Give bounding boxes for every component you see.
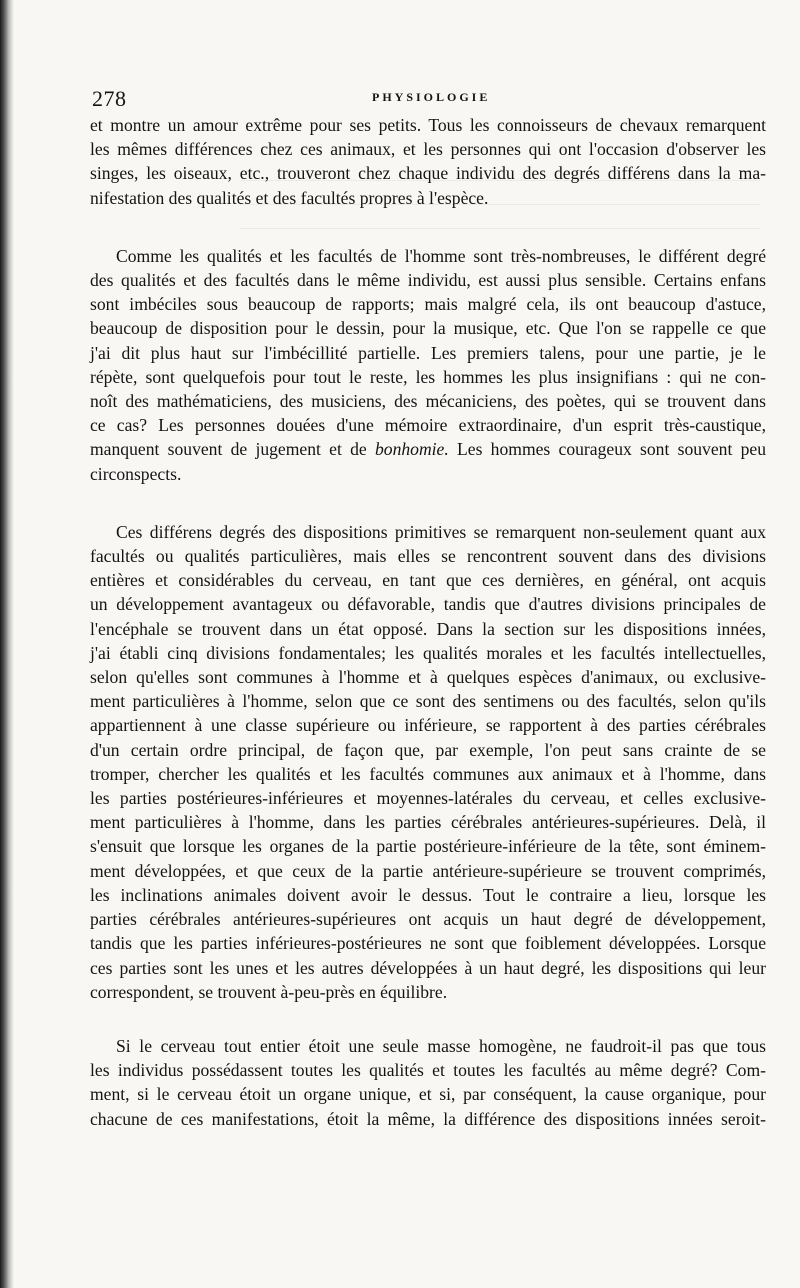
body-text <box>90 113 766 1131</box>
text-line: répète, sont quelquefois pour tout le reste, les hommes les plus insignifians : qui ne con- <box>90 366 766 387</box>
text-line: ment, si le cerveau étoit un organe unique, et si, par conséquent, la cause organique, pour <box>90 1084 766 1105</box>
text-line: appartiennent à une classe supérieure ou inférieure, se rapportent à des parties cérébrales <box>90 715 766 736</box>
page-header <box>92 86 772 112</box>
text-line: j'ai dit plus haut sur l'imbécillité partielle. Les premiers talens, pour une partie, je le <box>90 342 766 363</box>
text-line: d'un certain ordre principal, de façon que, par exemple, l'on peut sans crainte de se <box>90 739 766 760</box>
text-line: singes, les oiseaux, etc., trouveront chez chaque individu des degrés différens dans la ma- <box>90 163 766 184</box>
text-line: sont imbéciles sous beaucoup de rapports; mais malgré cela, ils ont beaucoup d'astuce, <box>90 294 766 315</box>
text-line: les inclinations animales doivent avoir le dessus. Tout le contraire a lieu, lorsque les <box>90 884 766 905</box>
page-number: 278 <box>92 86 127 111</box>
text-line: les individus possédassent toutes les qualités et toutes les facultés au même degré? Com- <box>90 1060 766 1081</box>
text-line: facultés ou qualités particulières, mais elles se rencontrent souvent dans des divisions <box>90 546 766 567</box>
text-line: selon qu'elles sont communes à l'homme et à quelques espèces d'animaux, ou exclusive- <box>90 667 766 688</box>
text-line: tromper, chercher les qualités et les facultés communes aux animaux et à l'homme, dans <box>90 763 766 784</box>
text-line: un développement avantageux ou défavorable, tandis que d'autres divisions principales de <box>90 594 766 615</box>
text-line: les parties postérieures-inférieures et moyennes-latérales du cerveau, et celles exclusive- <box>90 788 766 809</box>
text-line: les mêmes différences chez ces animaux, et les personnes qui ont l'occasion d'observer les <box>90 139 766 160</box>
text-line: l'encéphale se trouvent dans un état opposé. Dans la section sur les dispositions innées, <box>90 618 766 639</box>
text-line: s'ensuit que lorsque les organes de la partie postérieure-inférieure de la tête, sont éminem- <box>90 836 766 857</box>
paragraph-1 <box>90 113 766 210</box>
text-line: chacune de ces manifestations, étoit la même, la différence des dispositions innées seroit- <box>90 1108 766 1129</box>
text-line: Comme les qualités et les facultés de l'homme sont très-nombreuses, le différent degré <box>116 245 766 266</box>
text-line: tandis que les parties inférieures-postérieures ne sont que foiblement développées. Lorsque <box>90 933 766 954</box>
text-line: et montre un amour extrême pour ses petits. Tous les connoisseurs de chevaux remarquent <box>90 115 766 135</box>
italic-word: bonhomie. <box>374 439 449 460</box>
text-line: ment développées, et que ceux de la partie antérieure-supérieure se trouvent comprimés, <box>90 860 766 881</box>
text-line: Si le cerveau tout entier étoit une seule masse homogène, ne faudroit-il pas que tous <box>116 1035 766 1056</box>
text-line-mixed <box>90 437 766 461</box>
text-line: parties cérébrales antérieures-supérieures ont acquis un haut degré de développement, <box>90 909 766 930</box>
text-line: ment particulières à l'homme, selon que ce sont des sentimens ou des facultés, selon qu'ils <box>90 691 766 712</box>
text-line: noît des mathématiciens, des musiciens, des mécaniciens, des poètes, qui se trouvent dans <box>90 391 766 412</box>
text-line: entières et considérables du cerveau, en tant que ces dernières, en général, ont acquis <box>90 570 766 591</box>
text-line: nifestation des qualités et des facultés propres à l'espèce. <box>90 187 489 208</box>
text-line: ment particulières à l'homme, dans les parties cérébrales antérieures-supérieures. Delà, il <box>90 812 766 833</box>
page-binding-shadow <box>0 0 14 1288</box>
text-line: Ces différens degrés des dispositions primitives se remarquent non-seulement quant aux <box>116 521 766 542</box>
text-line: correspondent, se trouvent à-peu-près en équilibre. <box>90 981 448 1002</box>
text-line: des qualités et des facultés dans le même individu, est aussi plus sensible. Certains enfans <box>90 270 766 291</box>
paragraph-3 <box>90 520 766 1004</box>
text-line: j'ai établi cinq divisions fondamentales; les qualités morales et les facultés intellectuelles, <box>90 642 766 663</box>
text-line: circonspects. <box>90 463 182 484</box>
running-head: PHYSIOLOGIE <box>372 90 491 104</box>
text-line: ce cas? Les personnes douées d'une mémoire extraordinaire, d'un esprit très-caustique, <box>90 415 766 436</box>
text-segment: Les hommes courageux sont souvent peu <box>457 439 766 460</box>
text-segment: manquent souvent de jugement et de <box>90 439 367 460</box>
paragraph-4 <box>90 1034 766 1131</box>
text-line: beaucoup de disposition pour le dessin, pour la musique, etc. Que l'on se rappelle ce que <box>90 318 766 339</box>
text-line: ces parties sont les unes et les autres développées à un haut degré, les dispositions qui leur <box>90 957 766 978</box>
paragraph-2 <box>90 244 766 486</box>
